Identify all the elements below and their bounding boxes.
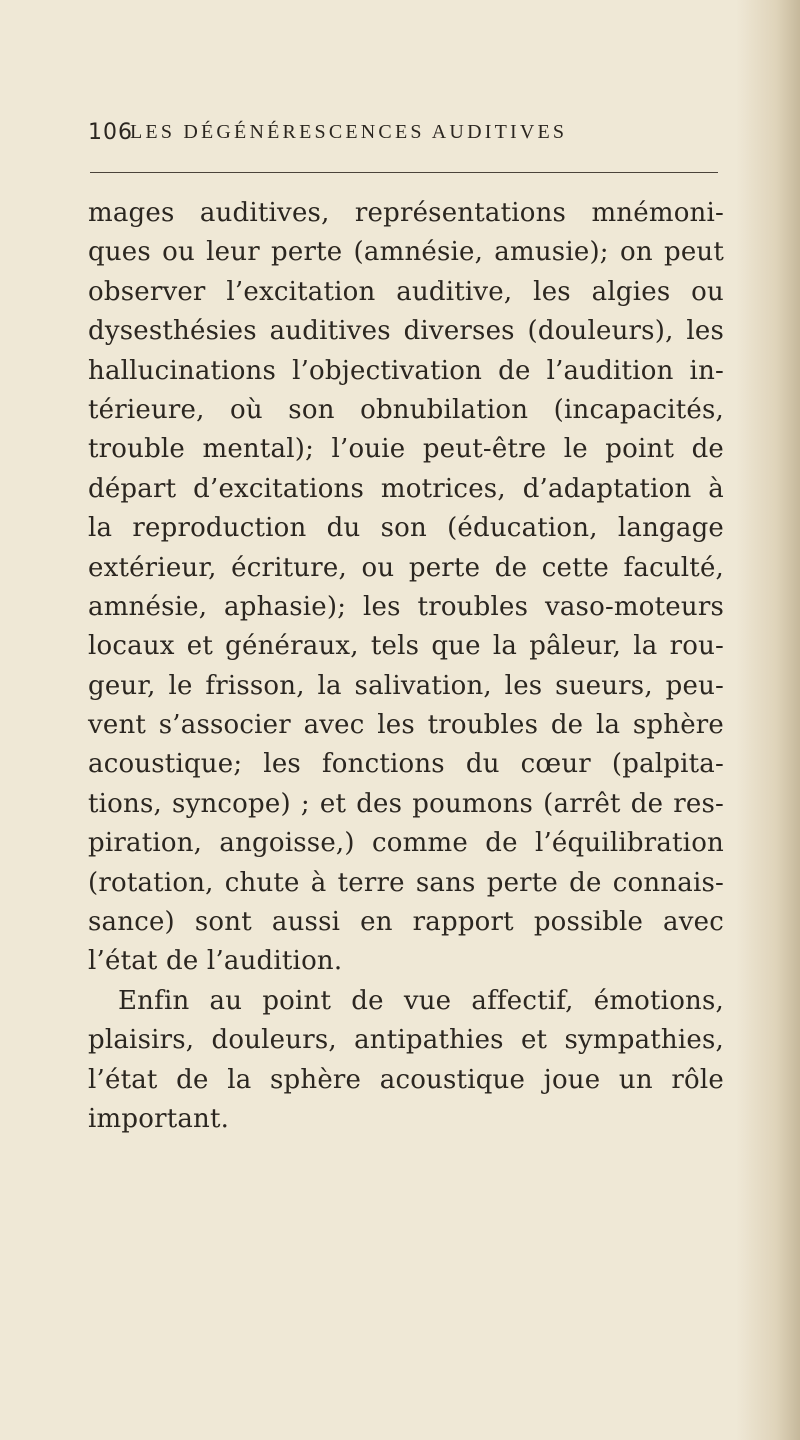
text-line: sance) sont aussi en rapport possible avec [88,907,724,938]
running-head: LES DÉGÉNÉRESCENCES AUDITIVES [130,121,568,143]
text-line: geur, le frisson, la salivation, les sueurs, peu- [88,670,724,701]
text-line: amnésie, aphasie); les troubles vaso-moteurs [88,591,724,622]
text-line: observer l’excitation auditive, les algies ou [88,276,724,307]
page-header [88,120,728,150]
text-line: mages auditives, représentations mnémoni- [88,198,724,228]
text-line: l’état de l’audition. [88,946,343,977]
text-line: départ d’excitations motrices, d’adaptation à [88,473,724,504]
text-line: térieure, où son obnubilation (incapacités, [88,394,724,425]
text-line: l’état de la sphère acoustique joue un rôle [88,1064,724,1095]
text-line: locaux et généraux, tels que la pâleur, la rou- [88,631,724,662]
text-line: extérieur, écriture, ou perte de cette faculté, [88,552,724,583]
text-line: dysesthésies auditives diverses (douleurs), les [88,316,724,347]
text-line: Enfin au point de vue affectif, émotions, [118,985,724,1016]
header-rule [90,172,718,173]
page-number: 106 [88,120,133,145]
text-line: vent s’associer avec les troubles de la sphère [88,710,724,741]
text-line: (rotation, chute à terre sans perte de connais- [88,867,724,898]
text-line: acoustique; les fonctions du cœur (palpita- [88,749,724,780]
text-line: piration, angoisse,) comme de l’équilibration [88,828,724,859]
text-line: tions, syncope) ; et des poumons (arrêt de res- [88,788,724,819]
text-line: important. [88,1103,230,1134]
body-text [88,194,724,1139]
text-line: trouble mental); l’ouie peut-être le point de [88,434,724,465]
text-line: plaisirs, douleurs, antipathies et sympathies, [88,1025,724,1056]
text-line: hallucinations l’objectivation de l’audition in- [88,355,724,386]
text-line: ques ou leur perte (amnésie, amusie); on peut [88,237,724,268]
text-line: la reproduction du son (éducation, langage [88,513,724,544]
